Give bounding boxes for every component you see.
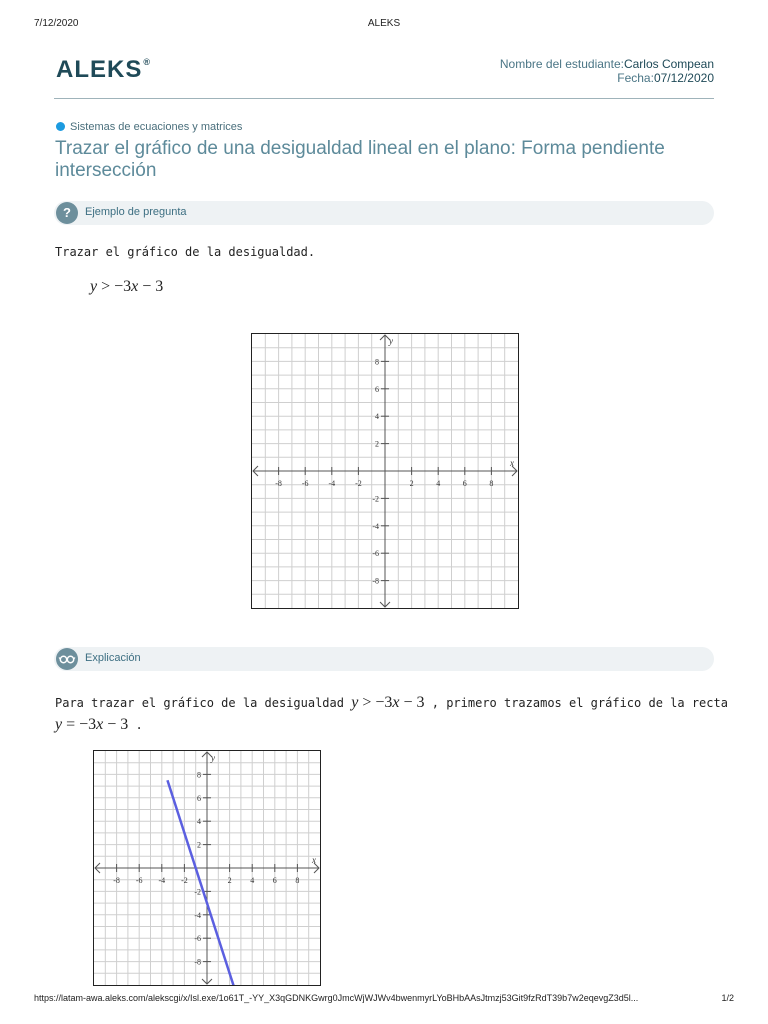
graph1-y-tick-label: 2 (375, 439, 379, 449)
graph2-x-tick-label: 6 (272, 876, 277, 885)
graph1-y-tick-label: -2 (372, 494, 379, 504)
graph2-y-tick-label: -2 (194, 887, 201, 897)
graph1-y-tick-label: -4 (372, 521, 379, 531)
explanation-line-equation: y = −3x − 3 . (55, 716, 143, 733)
question-graph[interactable] (251, 333, 519, 609)
explanation-graph (93, 750, 321, 986)
graph2-x-tick-label: 2 (227, 876, 232, 885)
graph1-y-tick-label: 8 (375, 357, 379, 367)
graph2-y-tick-label: -6 (194, 934, 201, 944)
graph2-x-tick-label: -2 (181, 876, 188, 885)
graph1-x-tick-label: 2 (409, 479, 414, 488)
glasses-icon (56, 648, 78, 670)
graph2-x-axis-label: x (312, 855, 316, 865)
graph2-x-tick-label: -6 (135, 876, 143, 885)
graph2-y-axis-label: y (211, 753, 215, 763)
graph2-y-tick-label: -4 (194, 910, 201, 920)
graph1-x-tick-label: -6 (301, 479, 309, 488)
student-info (500, 57, 714, 85)
topic-category (56, 121, 242, 133)
question-section-label: Ejemplo de pregunta (85, 206, 187, 218)
graph1-x-tick-label: -8 (275, 479, 282, 488)
graph2-x-tick-label: 4 (250, 876, 255, 885)
header-divider (54, 98, 714, 99)
graph1-y-tick-label: -6 (372, 549, 379, 559)
student-name-label: Nombre del estudiante: (499, 57, 624, 71)
footer-page-number: 1/2 (721, 993, 734, 1003)
graph1-x-tick-label: 8 (489, 479, 494, 488)
explanation-text: Para trazar el gráfico de la desigualdad y > −3x − 3 , primero trazamos el gráfico de la recta (55, 694, 728, 711)
graph2-y-tick-label: 2 (197, 840, 201, 850)
student-name: Carlos Compean (623, 57, 714, 71)
graph2-x-tick-label: 8 (295, 876, 300, 885)
question-section-bar (54, 201, 714, 225)
graph1-x-tick-label: -4 (328, 479, 336, 488)
question-mark-icon: ? (56, 202, 78, 224)
graph1-y-tick-label: -8 (372, 576, 379, 586)
graph1-y-tick-label: 4 (375, 412, 379, 422)
question-prompt: Trazar el gráfico de la desigualdad. (55, 245, 316, 259)
report-date: 07/12/2020 (653, 71, 714, 85)
date-label: Fecha: (617, 71, 654, 85)
graph2-y-tick-label: -8 (194, 957, 201, 967)
question-inequality: y > −3x − 3 (90, 278, 164, 295)
graph2-y-tick-label: 6 (197, 793, 201, 803)
graph1-y-tick-label: 6 (375, 384, 379, 394)
graph1-x-tick-label: -2 (355, 479, 362, 488)
print-date: 7/12/2020 (34, 18, 79, 29)
registered-mark: ® (143, 57, 151, 67)
category-dot-icon (56, 122, 65, 131)
graph2-x-tick-label: -8 (113, 876, 120, 885)
graph1-y-axis-label: y (389, 336, 393, 346)
graph2-y-tick-label: 8 (197, 770, 201, 780)
explanation-section-label: Explicación (85, 652, 141, 664)
footer-url: https://latam-awa.aleks.com/alekscgi/x/Isl.exe/1o61T_-YY_X3qGDNKGwrg0JmcWjWJWv4bwenmyrLYoBHbAAsJtmzj53Git9fzRdT39b7w2eqevgZ3d5l... (34, 993, 639, 1003)
graph1-x-axis-label: x (510, 458, 514, 468)
print-app-name: ALEKS (367, 18, 401, 29)
graph1-x-tick-label: 4 (436, 479, 441, 488)
page-title: Trazar el gráfico de una desigualdad lineal en el plano: Forma pendiente intersección (55, 138, 665, 181)
aleks-logo (56, 56, 151, 84)
graph2-svg (93, 750, 321, 986)
graph1-x-tick-label: 6 (462, 479, 467, 488)
graph1-svg (251, 333, 519, 609)
graph2-x-tick-label: -4 (158, 876, 166, 885)
category-label: Sistemas de ecuaciones y matrices (70, 121, 243, 133)
logo-text: ALEKS (56, 56, 143, 83)
explanation-section-bar (54, 647, 714, 671)
graph2-y-tick-label: 4 (197, 817, 201, 827)
